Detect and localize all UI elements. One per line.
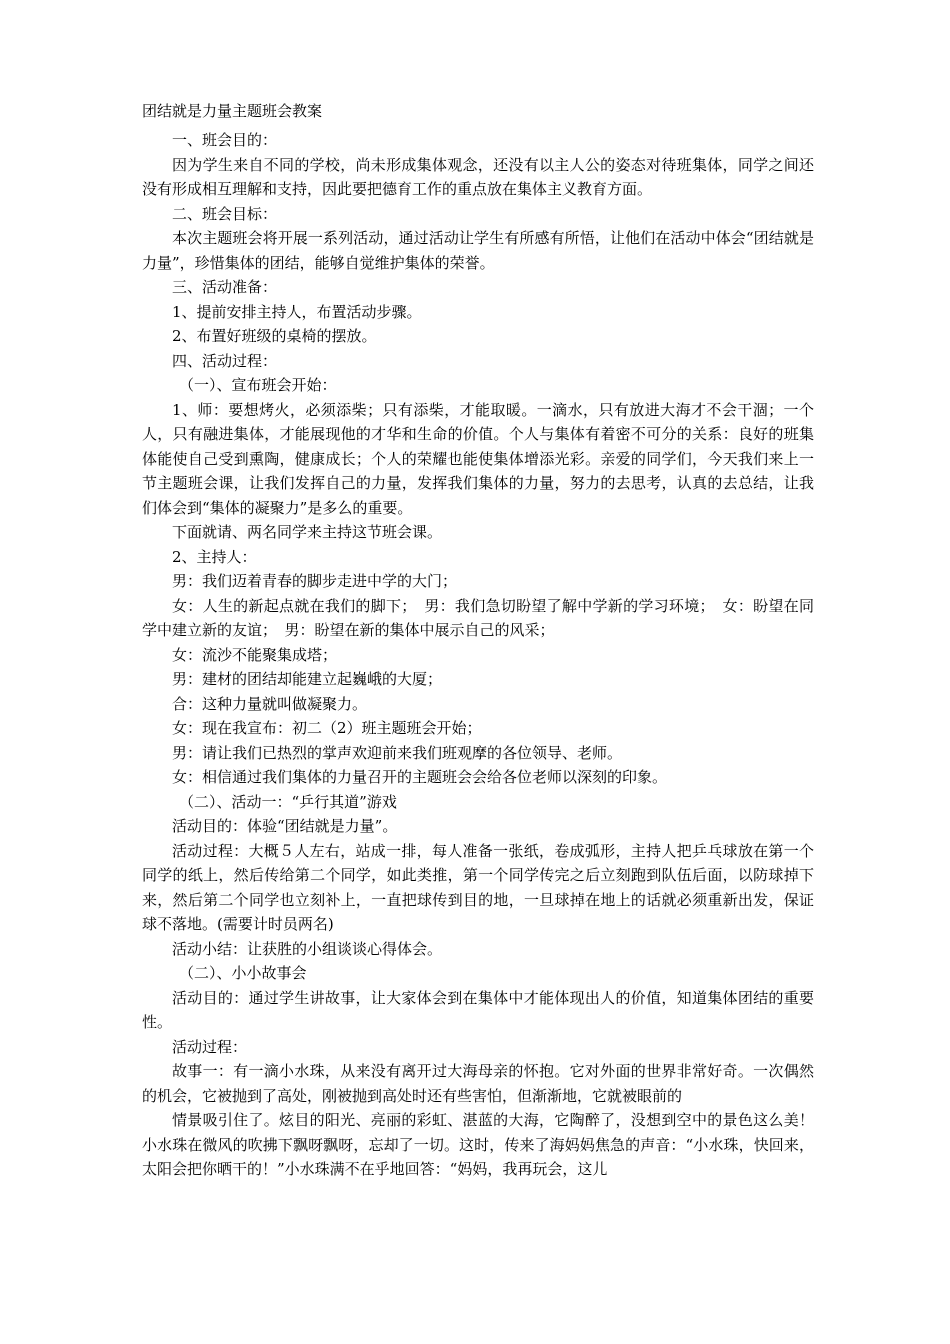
paragraph: 情景吸引住了。炫目的阳光、亮丽的彩虹、湛蓝的大海，它陶醉了，没想到空中的景色这么美！小水珠在微风的吹拂下飘呀飘呀，忘却了一切。这时，传来了海妈妈焦急的声音：“小水珠，快回来，太阳会把你晒干的！”小水珠满不在乎地回答：“妈妈，我再玩会，这儿 <box>142 1111 814 1178</box>
dialogue-line: 女：人生的新起点就在我们的脚下； 男：我们急切盼望了解中学新的学习环境； 女：盼望在同学中建立新的友谊； 男：盼望在新的集体中展示自己的风采； <box>142 596 814 639</box>
section-heading: 二、班会目标： <box>172 204 278 223</box>
paragraph: 1、提前安排主持人，布置活动步骤。 <box>172 302 422 321</box>
paragraph: 活动目的：通过学生讲故事，让大家体会到在集体中才能体现出人的价值，知道集体团结的重要性。 <box>142 988 814 1031</box>
dialogue-line: 男：我们迈着青春的脚步走进中学的大门； <box>172 572 458 590</box>
paragraph: 活动过程：大概５人左右，站成一排，每人准备一张纸，卷成弧形，主持人把乒乓球放在第一个同学的纸上，然后传给第二个同学，如此类推，第一个同学传完之后立刻跑到队伍后面，以防球掉下来，然后第二个同学也立刻补上，一直把球传到目的地，一旦球掉在地上的话就必须重新出发，保证球不落地。(需要计时员两名) <box>142 841 814 933</box>
dialogue-line: 女：现在我宣布：初二（2）班主题班会开始； <box>172 719 482 737</box>
paragraph: 因为学生来自不同的学校，尚未形成集体观念，还没有以主人公的姿态对待班集体，同学之间还没有形成相互理解和支持，因此要把德育工作的重点放在集体主义教育方面。 <box>142 155 814 198</box>
paragraph: 下面就请、两名同学来主持这节班会课。 <box>172 523 443 541</box>
paragraph: 2、主持人： <box>172 547 257 566</box>
paragraph: 故事一：有一滴小水珠，从来没有离开过大海母亲的怀抱。它对外面的世界非常好奇。一次偶然的机会，它被抛到了高处，刚被抛到高处时还有些害怕，但渐渐地，它就被眼前的 <box>142 1062 814 1105</box>
dialogue-line: 合：这种力量就叫做凝聚力。 <box>172 694 368 713</box>
section-heading: 一、班会目的： <box>172 131 278 149</box>
document-title: 团结就是力量主题班会教案 <box>142 102 323 120</box>
subsection-heading: （二）、小小故事会 <box>179 964 307 982</box>
paragraph: 活动小结：让获胜的小组谈谈心得体会。 <box>172 939 443 958</box>
dialogue-line: 女：流沙不能聚集成塔； <box>172 645 338 664</box>
paragraph: 2、布置好班级的桌椅的摆放。 <box>172 327 377 345</box>
paragraph: 活动过程： <box>172 1037 248 1056</box>
document-body <box>142 128 814 1182</box>
section-heading: 三、活动准备： <box>172 278 278 296</box>
paragraph: 活动目的：体验“团结就是力量”。 <box>172 817 398 835</box>
dialogue-line: 女：相信通过我们集体的力量召开的主题班会会给各位老师以深刻的印象。 <box>172 768 668 786</box>
subsection-heading: （一）、宣布班会开始： <box>179 376 337 394</box>
paragraph: 1、师：要想烤火，必须添柴；只有添柴，才能取暖。一滴水，只有放进大海才不会干涸；一个人，只有融进集体，才能展现他的才华和生命的价值。个人与集体有着密不可分的关系：良好的班集体能使自己受到熏陶，健康成长；个人的荣耀也能使集体增添光彩。亲爱的同学们，今天我们来上一节主题班会课，让我们发挥自己的力量，发挥我们集体的力量，努力的去思考，认真的去总结，让我们体会到“集体的凝聚力”是多么的重要。 <box>142 400 814 517</box>
section-heading: 四、活动过程： <box>172 351 278 370</box>
paragraph: 本次主题班会将开展一系列活动，通过活动让学生有所感有所悟，让他们在活动中体会“团结就是力量”，珍惜集体的团结，能够自觉维护集体的荣誉。 <box>142 229 814 272</box>
dialogue-line: 男：请让我们已热烈的掌声欢迎前来我们班观摩的各位领导、老师。 <box>172 743 623 762</box>
dialogue-line: 男：建材的团结却能建立起巍峨的大厦； <box>172 670 443 688</box>
subsection-heading: （二）、活动一：“乒行其道”游戏 <box>179 792 397 811</box>
